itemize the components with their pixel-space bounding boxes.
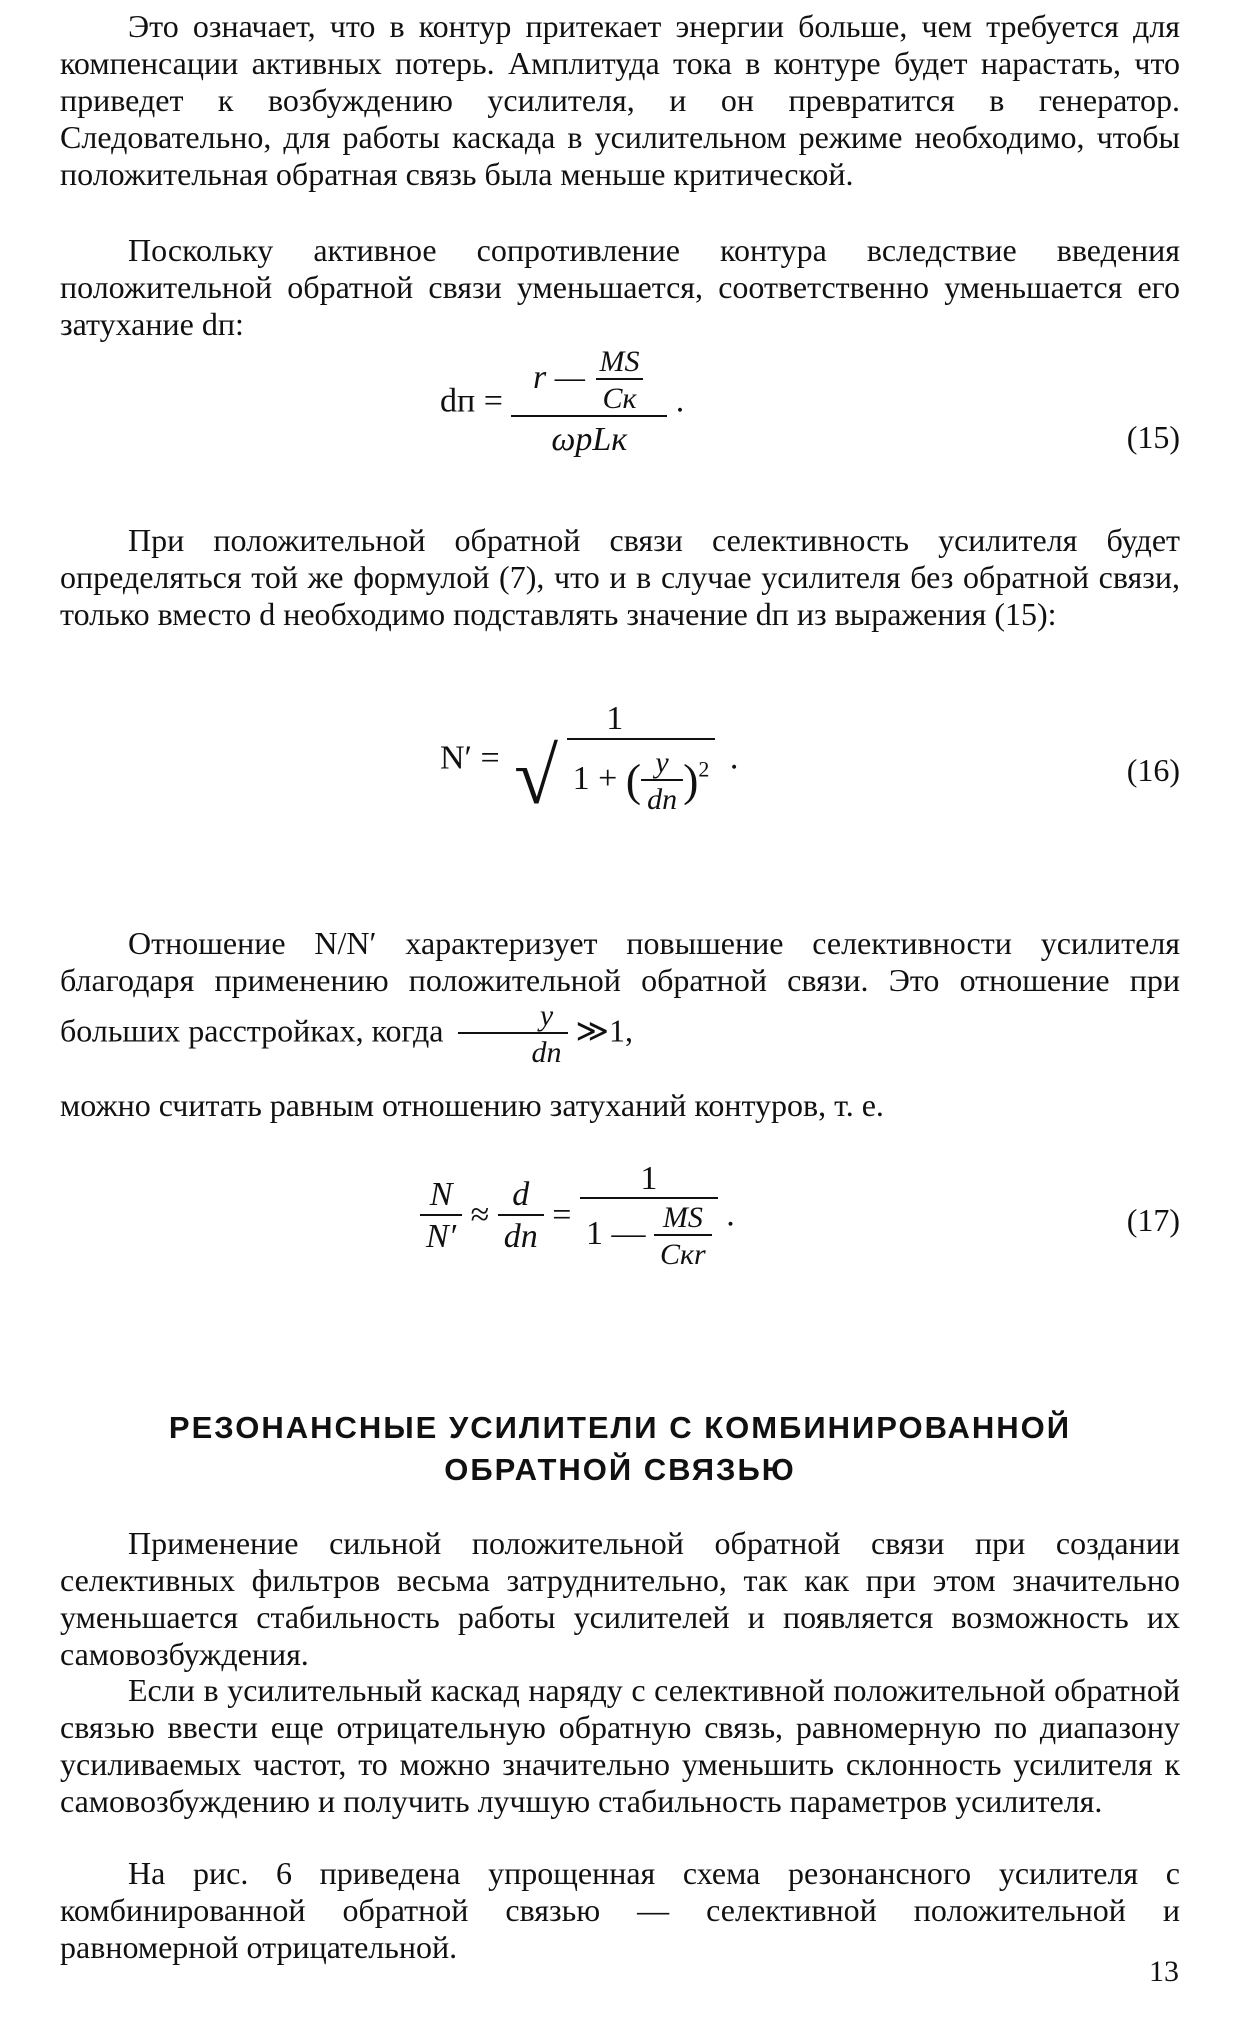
eq17-ckr: Cкr bbox=[659, 1238, 706, 1272]
equation-16: N′ = 1 √ 1 + ( $\frac{y}{dп}$ )$^2$ . (16) bbox=[440, 700, 1180, 822]
sqrt-sign-icon: √ bbox=[514, 733, 559, 822]
equation-number-17: (17) bbox=[1126, 1202, 1180, 1238]
eq15-lhs: dп = bbox=[440, 382, 503, 420]
eq16-lhs: N′ = bbox=[440, 739, 500, 777]
paragraph-6: Применение сильной положительной обратной связи при создании селективных фильтров весьма затруднительно, так как при этом значительно уменьшается стабильность работы усилителей и появляется возможность их самовозбуждения. bbox=[60, 1525, 1180, 1672]
eq15-ck: Cк bbox=[602, 382, 637, 415]
eq17-n: N bbox=[429, 1176, 453, 1214]
eq15-ms: MS bbox=[599, 345, 640, 378]
paragraph-2: Поскольку активное сопротивление контура вследствие введения положительной обратной связи уменьшается, соответственно уменьшается его затухание dп: bbox=[60, 232, 1180, 342]
paragraph-3: При положительной обратной связи селективность усилителя будет определяться той же формулой (7), что и в случае усилителя без обратной связи, только вместо d необходимо подставлять значение dп из выражения (15): bbox=[60, 522, 1180, 632]
paragraph-8: На рис. 6 приведена упрощенная схема резонансного усилителя с комбинированной обратной связью — селективной положительной и равномерной отрицательной. bbox=[60, 1855, 1180, 1965]
equation-17: $\frac{N}{N'}$ ≈ $\frac{d}{dп}$ = 1 1 — $\frac{MS}{\text{Cкr}}$ . (17) bbox=[60, 1160, 1180, 1300]
section-heading: РЕЗОНАНСНЫЕ УСИЛИТЕЛИ С КОМБИНИРОВАННОЙ ОБРАТНОЙ СВЯЗЬЮ bbox=[168, 1410, 1072, 1487]
equation-number-16: (16) bbox=[1126, 752, 1180, 788]
eq16-numerator: 1 bbox=[606, 700, 624, 737]
eq17-d: d bbox=[512, 1176, 530, 1214]
eq17-np: N′ bbox=[426, 1217, 457, 1255]
cond-dp: dп bbox=[531, 1036, 562, 1069]
cond-y: y bbox=[539, 999, 554, 1032]
eq17-one: 1 bbox=[640, 1160, 658, 1197]
eq17-ms: MS bbox=[662, 1201, 703, 1235]
eq15-r: r — bbox=[533, 358, 586, 396]
page-number: 13 bbox=[1149, 1955, 1179, 1988]
paragraph-5: можно считать равным отношению затуханий контуров, т. е. bbox=[60, 1087, 884, 1123]
paragraph-1: Это означает, что в контур притекает энергии больше, чем требуется для компенсации активных потерь. Амплитуда тока в контуре будет нарастать, что приведет к возбуждению усилителя, и он превратится в генератор. Следовательно, для работы каскада в усилительном режиме необходимо, чтобы положительная обратная связь была меньше критической. bbox=[60, 8, 1180, 192]
eq15-denominator: ωрLк bbox=[551, 421, 628, 458]
eq17-one2: 1 — bbox=[585, 1215, 646, 1253]
eq16-dp: dп bbox=[647, 783, 678, 817]
eq17-equals: = bbox=[552, 1196, 572, 1234]
equation-number-15: (15) bbox=[1126, 419, 1180, 455]
paragraph-7: Если в усилительный каскад наряду с селективной положительной обратной связью ввести еще отрицательную обратную связь, равномерную по диапазону усиливаемых частот, то можно значительно уменьшить склонность усилителя к самовозбуждению и получить лучшую стабильность параметров усилителя. bbox=[60, 1672, 1180, 1819]
eq16-inner: 1 + bbox=[572, 760, 618, 798]
eq17-approx: ≈ bbox=[470, 1196, 490, 1234]
eq16-y: y bbox=[655, 746, 669, 780]
eq17-dp: dп bbox=[503, 1217, 538, 1255]
paragraph-4 bbox=[60, 925, 1180, 1069]
paragraph-4-text: Отношение N/N′ характеризует повышение селективности усилителя благодаря применению положительной обратной связи. Это отношение при больших расстройках, когда bbox=[60, 925, 1180, 1049]
equation-15: dп = r — $\frac{MS}{Cк}$ ωрLк . (15) bbox=[440, 345, 1180, 458]
cond-relation: ≫1, bbox=[575, 1012, 633, 1049]
